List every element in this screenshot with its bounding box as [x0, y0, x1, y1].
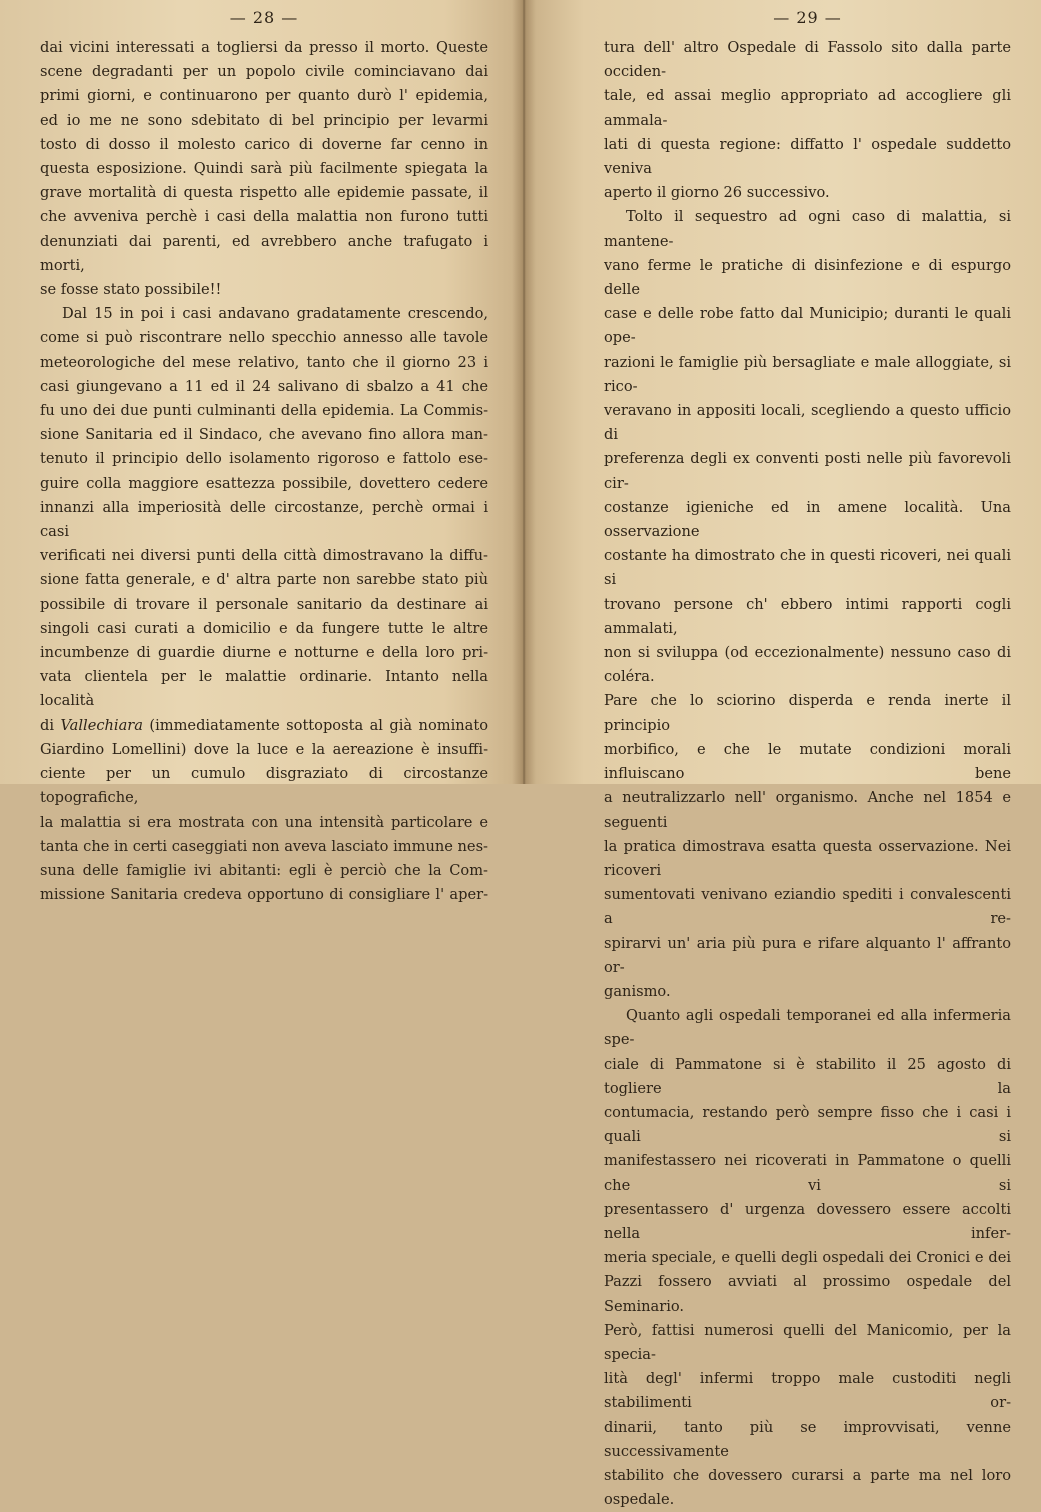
italic-place-name: Vallechiara	[60, 716, 143, 734]
text-line: aperto il giorno 26 successivo.	[604, 184, 830, 202]
text-line: missione Sanitaria credeva opportuno di consigliare l' aper-	[40, 886, 488, 904]
paragraph	[604, 1004, 1011, 1512]
text-line: tosto di dosso il molesto carico di doverne far cenno in	[40, 135, 488, 153]
text-line: contumacia, restando però sempre fisso che i casi i quali si	[604, 1103, 1011, 1146]
page-text	[604, 36, 1011, 1512]
text-line: ciale di Pammatone si è stabilito il 25 agosto di togliere la	[604, 1055, 1011, 1097]
text-line: incumbenze di guardie diurne e notturne e della loro pri-	[40, 644, 488, 662]
right-page	[522, 0, 1041, 1509]
text-line: lità degl' infermi troppo male custoditi negli stabilimenti or-	[604, 1370, 1011, 1412]
text-line: tale, ed assai meglio appropriato ad accogliere gli ammala-	[604, 87, 1011, 129]
text-line: preferenza degli ex conventi posti nelle più favorevoli cir-	[604, 450, 1011, 492]
text-line: sione Sanitaria ed il Sindaco, che avevano fino allora man-	[40, 426, 488, 444]
text-line: veravano in appositi locali, scegliendo a questo ufficio di	[604, 402, 1011, 444]
text-line: spirarvi un' aria più pura e rifare alquanto l' affranto or-	[604, 934, 1011, 976]
text-line: presentassero d' urgenza dovessero essere accolti nella infer-	[604, 1200, 1011, 1242]
text-line: Giardino Lomellini) dove la luce e la aereazione è insuffi-	[40, 740, 488, 758]
text-line: meteorologiche del mese relativo, tanto che il giorno 23 i	[40, 353, 488, 371]
text-line: vata clientela per le malattie ordinarie. Intanto nella località	[40, 668, 488, 710]
paragraph	[604, 205, 1011, 1004]
text-line: razioni le famiglie più bersagliate e male alloggiate, si rico-	[604, 353, 1011, 395]
text-line: la pratica dimostrava esatta questa osservazione. Nei ricoveri	[604, 837, 1011, 879]
text-line: a neutralizzarlo nell' organismo. Anche nel 1854 e seguenti	[604, 789, 1011, 831]
text-line: stabilito che dovessero curarsi a parte ma nel loro ospedale.	[604, 1466, 1011, 1509]
text-line: Dal 15 in poi i casi andavano gradatamente crescendo,	[62, 305, 488, 323]
text-line: innanzi alla imperiosità delle circostanze, perchè ormai i casi	[40, 498, 488, 541]
text-line: non si sviluppa (od eccezionalmente) nessuno caso di coléra.	[604, 644, 1011, 686]
text-line: fu uno dei due punti culminanti della epidemia. La Commis-	[40, 402, 488, 420]
text-line: lati di questa regione: diffatto l' ospedale suddetto veniva	[604, 135, 1011, 178]
text-line: ed io me ne sono sdebitato di bel principio per levarmi	[40, 111, 488, 129]
text-line: grave mortalità di questa rispetto alle epidemie passate, il	[40, 184, 488, 202]
text-line: dai vicini interessati a togliersi da presso il morto. Queste	[40, 39, 488, 56]
text-line: che avveniva perchè i casi della malattia non furono tutti	[40, 208, 488, 226]
page-number: — 29 —	[773, 8, 842, 27]
text-line: denunziati dai parenti, ed avrebbero anche trafugato i morti,	[40, 232, 488, 274]
text-line: Tolto il sequestro ad ogni caso di malattia, si mantene-	[604, 208, 1011, 250]
text-line: meria speciale, e quelli degli ospedali dei Cronici e dei	[604, 1249, 1011, 1267]
text-line: morbifico, e che le mutate condizioni morali influiscano bene	[604, 740, 1011, 783]
paragraph	[40, 36, 488, 302]
text-line: ganismo.	[604, 982, 671, 1000]
text-line: Quanto agli ospedali temporanei ed alla infermeria spe-	[604, 1007, 1011, 1049]
text-line: Pare che lo sciorino disperda e renda inerte il principio	[604, 692, 1011, 734]
text-line: ciente per un cumulo disgraziato di circostanze topografiche,	[40, 765, 488, 807]
text-line: se fosse stato possibile!!	[40, 281, 222, 299]
left-page	[0, 0, 522, 904]
text-line: la malattia si era mostrata con una intensità particolare e	[40, 813, 488, 831]
text-line: case e delle robe fatto dal Municipio; duranti le quali ope-	[604, 305, 1011, 347]
text-line: costante ha dimostrato che in questi ricoveri, nei quali si	[604, 547, 1011, 589]
text-line: scene degradanti per un popolo civile cominciavano dai	[40, 63, 488, 81]
paragraph	[40, 302, 488, 907]
text-line: casi giungevano a 11 ed il 24 salivano di sbalzo a 41 che	[40, 377, 488, 395]
text-line: sione fatta generale, e d' altra parte non sarebbe stato più	[40, 571, 488, 589]
text-line: possibile di trovare il personale sanitario da destinare ai	[40, 595, 488, 613]
text-line: sumentovati venivano eziandio spediti i convalescenti a re-	[604, 886, 1011, 928]
text-line: singoli casi curati a domicilio e da fungere tutte le altre	[40, 619, 488, 637]
text-line: come si può riscontrare nello specchio annesso alle tavole	[40, 329, 488, 347]
page-number: — 28 —	[229, 8, 299, 27]
text-line: manifestassero nei ricoverati in Pammatone o quelli che vi si	[604, 1152, 1011, 1194]
text-line: Pazzi fossero avviati al prossimo ospedale del Seminario.	[604, 1273, 1011, 1315]
text-line: verificati nei diversi punti della città dimostravano la diffu-	[40, 547, 488, 565]
text-line: trovano persone ch' ebbero intimi rapporti cogli ammalati,	[604, 595, 1011, 637]
text-line: tanta che in certi caseggiati non aveva lasciato immune nes-	[40, 837, 488, 855]
text-line: tura dell' altro Ospedale di Fassolo sito dalla parte occiden-	[604, 39, 1011, 81]
paragraph	[604, 36, 1011, 205]
text-line: Però, fattisi numerosi quelli del Manicomio, per la specia-	[604, 1321, 1011, 1363]
text-line: di Vallechiara (immediatamente sottoposta al già nominato	[40, 716, 488, 734]
text-line: primi giorni, e continuarono per quanto durò l' epidemia,	[40, 87, 488, 105]
text-line: dinarii, tanto più se improvvisati, venne successivamente	[604, 1418, 1011, 1460]
text-line: guire colla maggiore esattezza possibile, dovettero cedere	[40, 474, 488, 492]
page-text	[40, 36, 488, 907]
text-line: suna delle famiglie ivi abitanti: egli è perciò che la Com-	[40, 861, 488, 879]
text-line: questa esposizione. Quindi sarà più facilmente spiegata la	[40, 160, 488, 178]
text-line: costanze igieniche ed in amene località. Una osservazione	[604, 498, 1011, 541]
text-line: tenuto il principio dello isolamento rigoroso e fattolo ese-	[40, 450, 488, 468]
text-line: vano ferme le pratiche di disinfezione e di espurgo delle	[604, 256, 1011, 299]
